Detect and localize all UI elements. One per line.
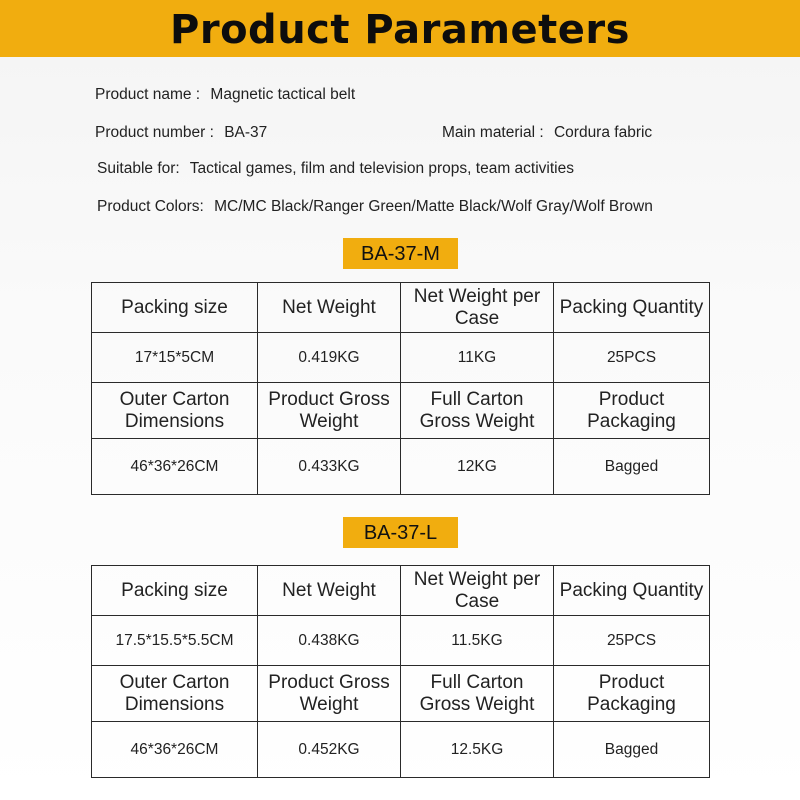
value-cell: 25PCS [554, 333, 710, 383]
value-cell: Bagged [554, 722, 710, 778]
suitable-for-label: Suitable for: [97, 160, 180, 177]
model-badge-l: BA-37-L [343, 517, 458, 548]
header-cell: Full Carton Gross Weight [401, 666, 554, 722]
header-cell: Net Weight per Case [401, 283, 554, 333]
product-number-label: Product number : [95, 124, 214, 141]
value-cell: 0.452KG [258, 722, 401, 778]
header-cell: Product Packaging [554, 666, 710, 722]
value-cell: 46*36*26CM [92, 722, 258, 778]
table-row [92, 333, 710, 383]
header-cell: Outer Carton Dimensions [92, 383, 258, 439]
value-cell: 11KG [401, 333, 554, 383]
value-cell: 25PCS [554, 616, 710, 666]
header-cell: Packing Quantity [554, 283, 710, 333]
table-row [92, 439, 710, 495]
value-cell: 46*36*26CM [92, 439, 258, 495]
main-material-value: Cordura fabric [553, 124, 653, 141]
header-cell: Outer Carton Dimensions [92, 666, 258, 722]
table-row [92, 283, 710, 333]
product-number-value: BA-37 [224, 124, 268, 141]
product-colors-row [97, 198, 653, 216]
table-row [92, 566, 710, 616]
header-cell: Packing size [92, 566, 258, 616]
header-cell: Packing size [92, 283, 258, 333]
page-title: Product Parameters [170, 7, 630, 53]
product-number-row [95, 124, 267, 142]
suitable-for-value: Tactical games, film and television props, team activities [189, 160, 574, 177]
product-name-label: Product name : [95, 86, 201, 103]
product-colors-label: Product Colors: [97, 198, 204, 215]
header-cell: Packing Quantity [554, 566, 710, 616]
header-cell: Product Gross Weight [258, 383, 401, 439]
value-cell: 12KG [401, 439, 554, 495]
table-row [92, 722, 710, 778]
value-cell: 12.5KG [401, 722, 554, 778]
header-cell: Full Carton Gross Weight [401, 383, 554, 439]
value-cell: Bagged [554, 439, 710, 495]
model-badge-m: BA-37-M [343, 238, 458, 269]
suitable-for-row [97, 160, 574, 178]
header-cell: Product Packaging [554, 383, 710, 439]
product-colors-value: MC/MC Black/Ranger Green/Matte Black/Wolf Gray/Wolf Brown [214, 198, 653, 215]
spec-table-l [91, 565, 710, 778]
value-cell: 17.5*15.5*5.5CM [92, 616, 258, 666]
value-cell: 0.433KG [258, 439, 401, 495]
value-cell: 11.5KG [401, 616, 554, 666]
value-cell: 0.419KG [258, 333, 401, 383]
value-cell: 0.438KG [258, 616, 401, 666]
product-name-value: Magnetic tactical belt [210, 86, 356, 103]
table-row [92, 616, 710, 666]
main-material-row [442, 124, 652, 142]
product-name-row [95, 86, 355, 104]
value-cell: 17*15*5CM [92, 333, 258, 383]
table-row [92, 383, 710, 439]
table-row [92, 666, 710, 722]
header-cell: Net Weight [258, 566, 401, 616]
spec-table-m [91, 282, 710, 495]
header-cell: Product Gross Weight [258, 666, 401, 722]
header-cell: Net Weight per Case [401, 566, 554, 616]
header-cell: Net Weight [258, 283, 401, 333]
main-material-label: Main material : [442, 124, 544, 141]
